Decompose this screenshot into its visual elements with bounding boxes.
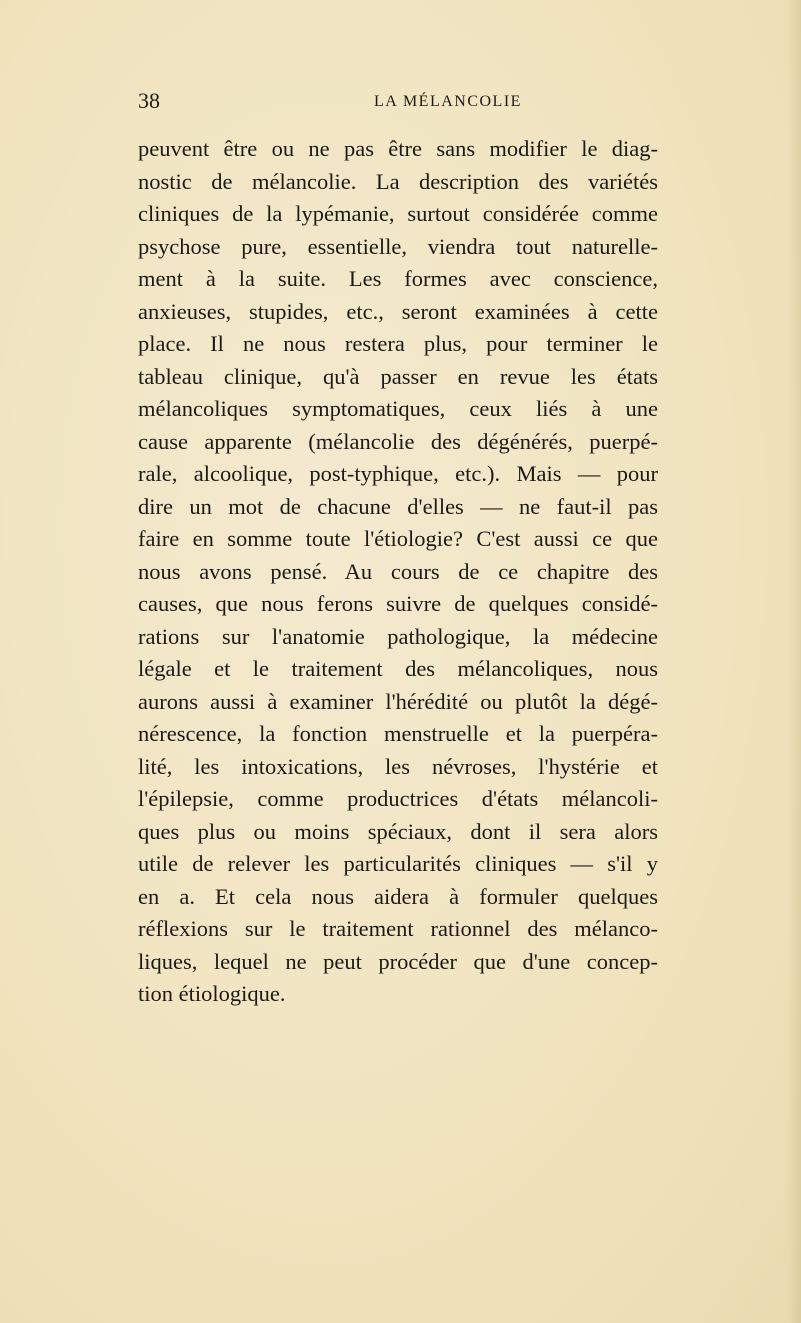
text-line: psychose pure, essentielle, viendra tout naturelle- (138, 233, 658, 259)
text-line: l'épilepsie, comme productrices d'états mélancoli- (138, 786, 658, 811)
text-line: tableau clinique, qu'à passer en revue les états (138, 363, 658, 389)
text-line-last: tion étiologique. (138, 981, 286, 1006)
page-edge-shadow (787, 0, 801, 1323)
text-line: place. Il ne nous restera plus, pour terminer le (138, 331, 658, 356)
text-line: faire en somme toute l'étiologie? C'est aussi ce que (138, 526, 658, 551)
text-line: rale, alcoolique, post-typhique, etc.). Mais — pour (138, 461, 658, 486)
body-text (138, 133, 658, 1011)
text-line: nostic de mélancolie. La description des variétés (138, 168, 658, 194)
text-line: peuvent être ou ne pas être sans modifier le diag- (138, 136, 658, 161)
text-line: nous avons pensé. Au cours de ce chapitre des (138, 558, 658, 584)
running-title: LA MÉLANCOLIE (374, 93, 522, 110)
text-line: anxieuses, stupides, etc., seront examinées à cette (138, 298, 658, 324)
text-line: légale et le traitement des mélancoliques, nous (138, 656, 658, 681)
text-line: liques, lequel ne peut procéder que d'une concep- (138, 948, 658, 974)
text-line: en a. Et cela nous aidera à formuler quelques (138, 883, 658, 909)
page-number: 38 (138, 88, 160, 113)
text-line: causes, que nous ferons suivre de quelques considé- (138, 591, 658, 616)
text-line: cause apparente (mélancolie des dégénérés, puerpé- (138, 428, 658, 454)
text-line: ques plus ou moins spéciaux, dont il sera alors (138, 818, 658, 844)
text-line: ment à la suite. Les formes avec conscience, (138, 266, 658, 291)
text-line: utile de relever les particularités cliniques — s'il y (138, 851, 658, 876)
running-head (138, 88, 658, 114)
text-line: réflexions sur le traitement rationnel des mélanco- (138, 916, 658, 941)
text-line: rations sur l'anatomie pathologique, la médecine (138, 623, 658, 649)
text-line: dire un mot de chacune d'elles — ne faut-il pas (138, 493, 658, 519)
text-line: cliniques de la lypémanie, surtout considérée comme (138, 201, 658, 226)
text-line: mélancoliques symptomatiques, ceux liés à une (138, 396, 658, 421)
text-line: aurons aussi à examiner l'hérédité ou plutôt la dégé- (138, 688, 658, 714)
text-line: nérescence, la fonction menstruelle et la puerpéra- (138, 721, 658, 746)
text-line: lité, les intoxications, les névroses, l'hystérie et (138, 753, 658, 779)
